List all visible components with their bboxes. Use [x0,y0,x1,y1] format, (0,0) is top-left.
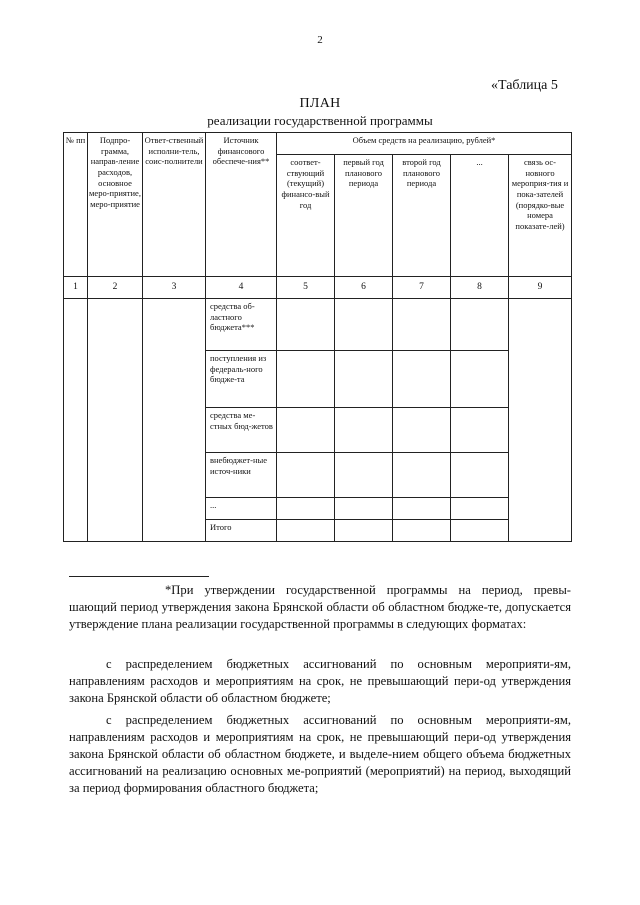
footnote-divider [69,576,209,577]
footnote-paragraph: с распределением бюджетных ассигнований по основным мероприяти-ям, направлениям расходов и мероприятиям на срок, не превышающий пери-од утверждения закона Брянской области об областном бюджете; [69,657,571,705]
column-number: 4 [206,277,277,299]
source-regional-budget: средства об-ластного бюджета*** [206,299,277,351]
column-number: 2 [88,277,143,299]
column-number: 5 [277,277,335,299]
header-current-year: соответ-ствующий (текущий) финансо-вый год [277,155,335,277]
table-row [64,299,572,351]
column-number: 8 [451,277,509,299]
plan-table [63,132,572,542]
source-local-budgets: средства ме-стных бюд-жетов [206,408,277,453]
column-number: 9 [509,277,572,299]
footnote-paragraph: *При утверждении государственной программы на период, превы-шающий период утверждения закона Брянской области об областном бюдже-те, допускается утверждение плана реализации государственной программы в следующих форматах: [69,583,571,631]
header-responsible: Ответ-ственный исполни-тель, соис-полнители [143,133,206,277]
page-title: ПЛАН [299,96,341,111]
header-ellipsis: ... [451,155,509,277]
column-number: 6 [335,277,393,299]
footnote-paragraph: с распределением бюджетных ассигнований по основным мероприяти-ям, направлениям расходов и мероприятиям на срок, не превышающий пери-од утверждения закона Брянской области об областном бюджете, и выделе-нием общего объема бюджетных ассигнований на реализацию основных ме-роприятий (мероприятий) на период, выходящий за период формирования областного бюджета; [69,713,571,795]
source-extrabudgetary: внебюджет-ные источ-ники [206,453,277,498]
source-total: Итого [206,520,277,542]
header-subprogram: Подпро-грамма, направ-ление расходов, основное меро-приятие, меро-приятие [88,133,143,277]
table-label: «Таблица 5 [491,78,558,93]
page-subtitle: реализации государственной программы [207,113,433,128]
column-number: 7 [393,277,451,299]
source-federal-budget: поступления из федераль-ного бюдже-та [206,351,277,408]
header-second-plan-year: второй год планового периода [393,155,451,277]
column-number: 3 [143,277,206,299]
header-first-plan-year: первый год планового периода [335,155,393,277]
column-number: 1 [64,277,88,299]
header-funding-volume: Объем средств на реализацию, рублей* [277,133,572,155]
column-numbers-row [64,277,572,299]
page-number: 2 [317,34,323,46]
header-indicator-link: связь ос-новного мероприя-тия и пока-зателей (порядко-вые номера показате-лей) [509,155,572,277]
header-number: № пп [64,133,88,277]
header-source: Источник финансового обеспече-ния** [206,133,277,277]
source-other: ... [206,498,277,520]
